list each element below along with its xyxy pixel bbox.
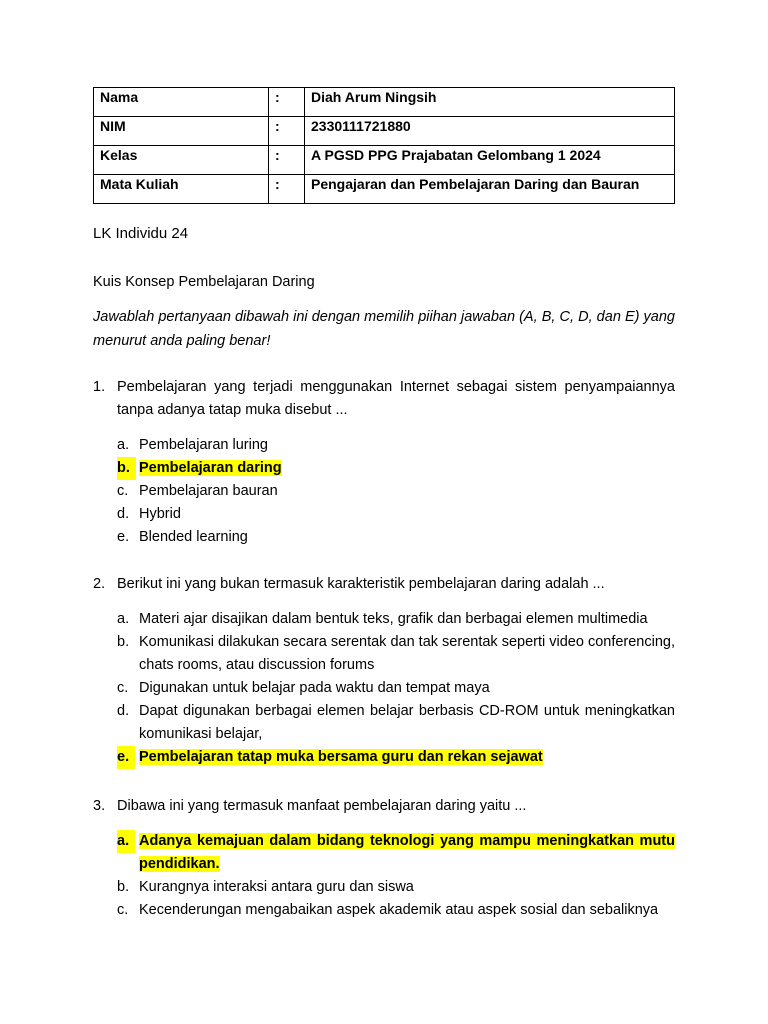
option-letter: c.: [117, 483, 129, 499]
option-text-highlighted: Adanya kemajuan dalam bidang teknologi yang mampu meningkatkan mutu pendidikan.: [139, 833, 675, 872]
info-label: Mata Kuliah: [94, 175, 269, 204]
option-letter: c.: [117, 680, 129, 696]
question-text: Berikut ini yang bukan termasuk karakteristik pembelajaran daring adalah ...: [117, 576, 605, 592]
question-text: Dibawa ini yang termasuk manfaat pembelajaran daring yaitu ...: [117, 798, 527, 814]
option-text: Digunakan untuk belajar pada waktu dan tempat maya: [139, 680, 490, 696]
option-text: Kurangnya interaksi antara guru dan siswa: [139, 879, 414, 895]
option-c: [117, 480, 675, 503]
option-text-highlighted: Pembelajaran daring: [139, 460, 282, 476]
option-text: Dapat digunakan berbagai elemen belajar berbasis CD-ROM untuk meningkatkan komunikasi belajar,: [139, 703, 675, 742]
option-e-selected: [117, 746, 675, 769]
info-separator: :: [269, 117, 305, 146]
info-label: NIM: [94, 117, 269, 146]
option-text: Blended learning: [139, 529, 248, 545]
info-separator: :: [269, 88, 305, 117]
answer-options: [117, 434, 675, 549]
info-separator: :: [269, 146, 305, 175]
option-letter: d.: [117, 506, 130, 522]
option-b: [117, 631, 675, 677]
option-d: [117, 503, 675, 526]
option-text: Pembelajaran bauran: [139, 483, 278, 499]
option-letter: a.: [117, 611, 130, 627]
option-text: Materi ajar disajikan dalam bentuk teks, grafik dan berbagai elemen multimedia: [139, 611, 648, 627]
option-a-selected: [117, 830, 675, 876]
option-a: [117, 434, 675, 457]
answer-options: [117, 830, 675, 922]
option-letter: a.: [117, 830, 135, 853]
question-3: [93, 795, 675, 922]
question-1: [93, 376, 675, 549]
option-text: Komunikasi dilakukan secara serentak dan tak serentak seperti video conferencing, chats rooms, atau discussion forums: [139, 634, 675, 673]
option-letter: d.: [117, 703, 130, 719]
info-separator: :: [269, 175, 305, 204]
option-letter: e.: [117, 746, 135, 769]
student-info-table: [93, 87, 675, 204]
option-a: [117, 608, 675, 631]
option-d: [117, 700, 675, 746]
option-b-selected: [117, 457, 675, 480]
info-value: Pengajaran dan Pembelajaran Daring dan Bauran: [305, 175, 675, 204]
page-title: LK Individu 24: [93, 225, 189, 242]
table-row-kelas: [94, 146, 675, 175]
option-text: Hybrid: [139, 506, 181, 522]
table-row-nama: [94, 88, 675, 117]
option-letter: b.: [117, 879, 130, 895]
instruction-text: Jawablah pertanyaan dibawah ini dengan memilih piihan jawaban (A, B, C, D, dan E) yang menurut anda paling benar!: [93, 309, 675, 349]
question-2: [93, 573, 675, 769]
section-subtitle: Kuis Konsep Pembelajaran Daring: [93, 274, 315, 290]
option-text: Pembelajaran luring: [139, 437, 268, 453]
table-row-mata-kuliah: [94, 175, 675, 204]
table-row-nim: [94, 117, 675, 146]
option-b: [117, 876, 675, 899]
answer-options: [117, 608, 675, 769]
option-letter: c.: [117, 902, 129, 918]
question-number: 2.: [93, 576, 106, 592]
info-label: Kelas: [94, 146, 269, 175]
option-text-highlighted: Pembelajaran tatap muka bersama guru dan rekan sejawat: [139, 749, 543, 765]
option-c: [117, 677, 675, 700]
option-letter: e.: [117, 529, 130, 545]
option-letter: a.: [117, 437, 130, 453]
option-c: [117, 899, 675, 922]
question-number: 1.: [93, 379, 106, 395]
info-label: Nama: [94, 88, 269, 117]
info-value: 2330111721880: [305, 117, 675, 146]
question-text: Pembelajaran yang terjadi menggunakan Internet sebagai sistem penyampaiannya tanpa adanya tatap muka disebut ...: [117, 379, 675, 418]
option-e: [117, 526, 675, 549]
question-number: 3.: [93, 798, 106, 814]
option-text: Kecenderungan mengabaikan aspek akademik atau aspek sosial dan sebaliknya: [139, 902, 659, 918]
info-value: A PGSD PPG Prajabatan Gelombang 1 2024: [305, 146, 675, 175]
info-value: Diah Arum Ningsih: [305, 88, 675, 117]
option-letter: b.: [117, 457, 136, 480]
option-letter: b.: [117, 634, 130, 650]
